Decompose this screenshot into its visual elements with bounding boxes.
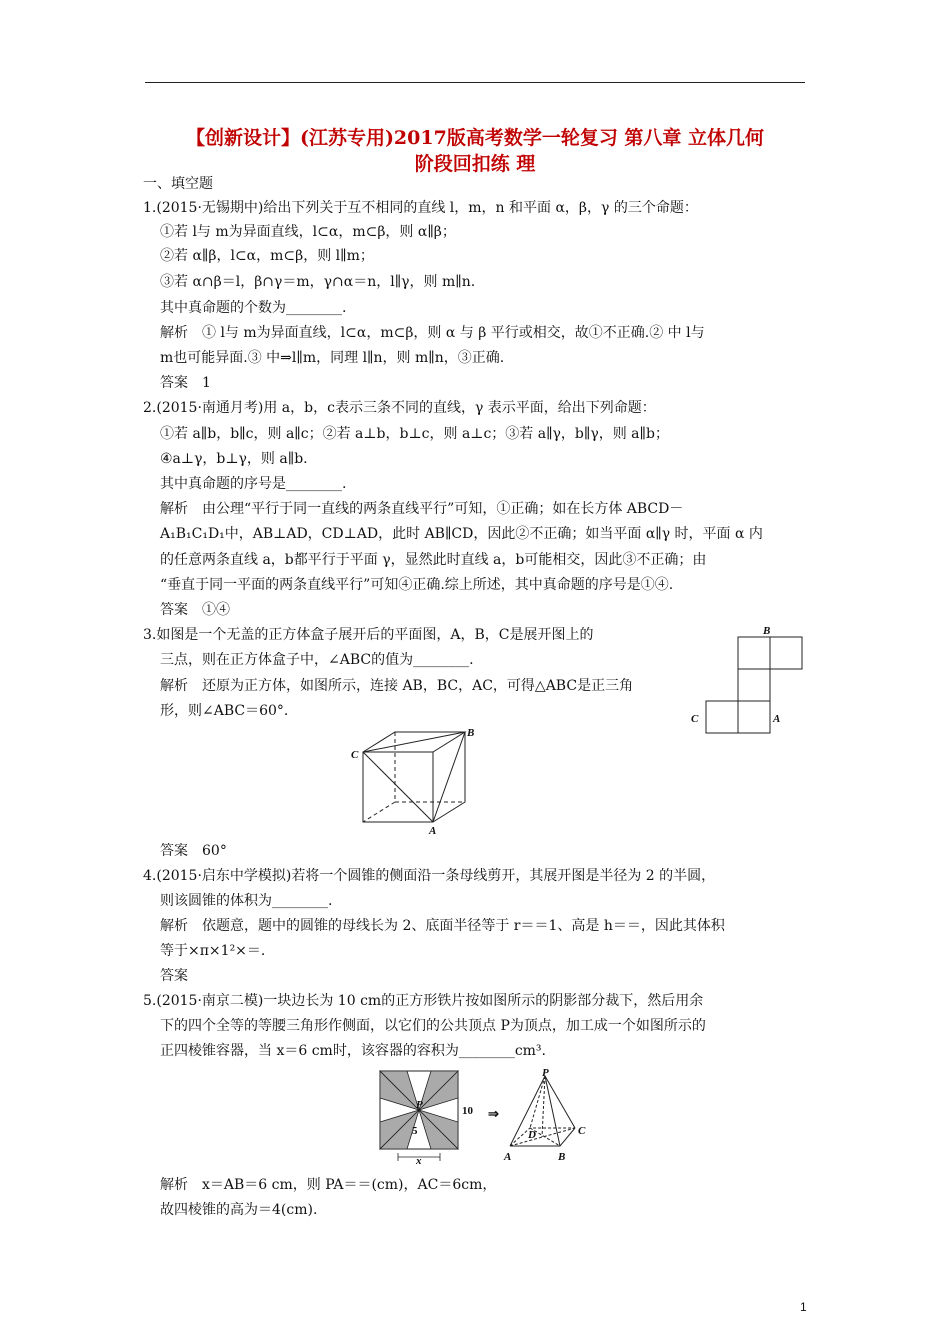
- pyramid-label-b: B: [558, 1151, 566, 1163]
- q1-answer: 答案 1: [160, 375, 211, 391]
- q1-solution-2: m也可能异面.③ 中⇒l∥m，同理 l∥n，则 m∥n，③正确.: [160, 350, 505, 366]
- square-to-pyramid-figure: [370, 1066, 610, 1166]
- q1-question: 其中真命题的个数为________.: [160, 300, 347, 316]
- cube-label-b: B: [467, 727, 475, 739]
- q4-solution-1: 解析 依题意，题中的圆锥的母线长为 2、底面半径等于 r＝＝1、高是 h＝＝，因此其体积: [160, 918, 725, 934]
- q4-stem-2: 则该圆锥的体积为________.: [160, 893, 333, 909]
- q2-stem: 2.(2015·南通月考)用 a，b，c表示三条不同的直线，γ 表示平面，给出下列命题：: [143, 400, 656, 416]
- q5-stem-2: 下的四个全等的等腰三角形作侧面，以它们的公共顶点 P为顶点，加工成一个如图所示的: [160, 1018, 706, 1034]
- q1-solution-1: 解析 ① l与 m为异面直线，l⊂α，m⊂β，则 α 与 β 平行或相交，故①不正确.② 中 l与: [160, 325, 705, 341]
- square-label-5: 5: [412, 1125, 418, 1137]
- square-label-p: P: [416, 1099, 423, 1111]
- header-rule: [145, 82, 805, 83]
- q1-proposition-3: ③若 α∩β＝l，β∩γ＝m，γ∩α＝n，l∥γ，则 m∥n.: [160, 274, 476, 290]
- page-number: 1: [800, 1300, 807, 1314]
- q2-solution-2: A₁B₁C₁D₁中，AB⊥AD，CD⊥AD，此时 AB∥CD，因此②不正确；如当平面 α∥γ 时，平面 α 内: [160, 526, 763, 542]
- cube-label-a: A: [429, 825, 437, 837]
- q3-stem-1: 3.如图是一个无盖的正方体盒子展开后的平面图，A，B，C是展开图上的: [143, 627, 594, 643]
- q2-solution-4: “垂直于同一平面的两条直线平行”可知④正确.综上所述，其中真命题的序号是①④.: [160, 577, 674, 593]
- q4-stem-1: 4.(2015·启东中学模拟)若将一个圆锥的侧面沿一条母线剪开，其展开图是半径为 2 的半圆，: [143, 868, 716, 884]
- cube-figure: [345, 722, 485, 837]
- q1-proposition-1: ①若 l与 m为异面直线，l⊂α，m⊂β，则 α∥β；: [160, 224, 456, 240]
- square-label-x: x: [416, 1155, 422, 1166]
- net-label-a: A: [773, 713, 781, 725]
- square-sheet: [380, 1071, 458, 1161]
- q1-proposition-2: ②若 α∥β，l⊂α，m⊂β，则 l∥m；: [160, 248, 374, 264]
- net-label-b: B: [763, 625, 771, 637]
- net-label-c: C: [691, 713, 699, 725]
- square-label-10: 10: [462, 1105, 473, 1117]
- q5-solution-1: 解析 x＝AB＝6 cm，则 PA＝＝(cm)，AC＝6cm，: [160, 1177, 497, 1193]
- q2-answer: 答案 ①④: [160, 602, 230, 618]
- pyramid-label-d: D: [528, 1129, 536, 1141]
- q3-answer: 答案 60°: [160, 843, 227, 859]
- pyramid-label-c: C: [578, 1125, 586, 1137]
- q5-stem-1: 5.(2015·南京二模)一块边长为 10 cm的正方形铁片按如图所示的阴影部分裁下，然后用余: [143, 993, 704, 1009]
- q5-solution-2: 故四棱锥的高为＝4(cm).: [160, 1202, 318, 1218]
- pyramid-label-p: P: [542, 1067, 549, 1079]
- cube-label-c: C: [351, 749, 359, 761]
- arrow-symbol: ⇒: [488, 1106, 499, 1121]
- q2-question: 其中真命题的序号是________.: [160, 476, 347, 492]
- q3-stem-2: 三点，则在正方体盒子中，∠ABC的值为________.: [160, 652, 474, 668]
- q2-proposition-2: ④a⊥γ，b⊥γ，则 a∥b.: [160, 451, 308, 467]
- q4-answer: 答案: [160, 968, 188, 984]
- q3-solution-2: 形，则∠ABC＝60°.: [160, 703, 289, 719]
- q5-stem-3: 正四棱锥容器，当 x＝6 cm时，该容器的容积为________cm³.: [160, 1043, 546, 1059]
- page-title: 【创新设计】(江苏专用)2017版高考数学一轮复习 第八章 立体几何: [185, 127, 765, 149]
- q3-solution-1: 解析 还原为正方体，如图所示，连接 AB，BC，AC，可得△ABC是正三角: [160, 678, 634, 694]
- pyramid-label-a: A: [504, 1151, 512, 1163]
- section-heading: 一、填空题: [143, 176, 213, 192]
- cube-net-figure: [685, 622, 845, 752]
- q2-solution-1: 解析 由公理“平行于同一直线的两条直线平行”可知，①正确；如在长方体 ABCD－: [160, 501, 684, 517]
- q2-solution-3: 的任意两条直线 a，b都平行于平面 γ，显然此时直线 a，b可能相交，因此③不正确；由: [160, 552, 707, 568]
- q2-proposition-1: ①若 a∥b，b∥c，则 a∥c；②若 a⊥b，b⊥c，则 a⊥c；③若 a∥γ，b∥γ，则 a∥b；: [160, 426, 669, 442]
- page-subtitle: 阶段回扣练 理: [414, 153, 536, 175]
- q1-stem: 1.(2015·无锡期中)给出下列关于互不相同的直线 l，m，n 和平面 α，β，γ 的三个命题：: [143, 200, 698, 216]
- pyramid-figure: [510, 1076, 575, 1146]
- q4-solution-2: 等于×π×1²×＝.: [160, 943, 266, 959]
